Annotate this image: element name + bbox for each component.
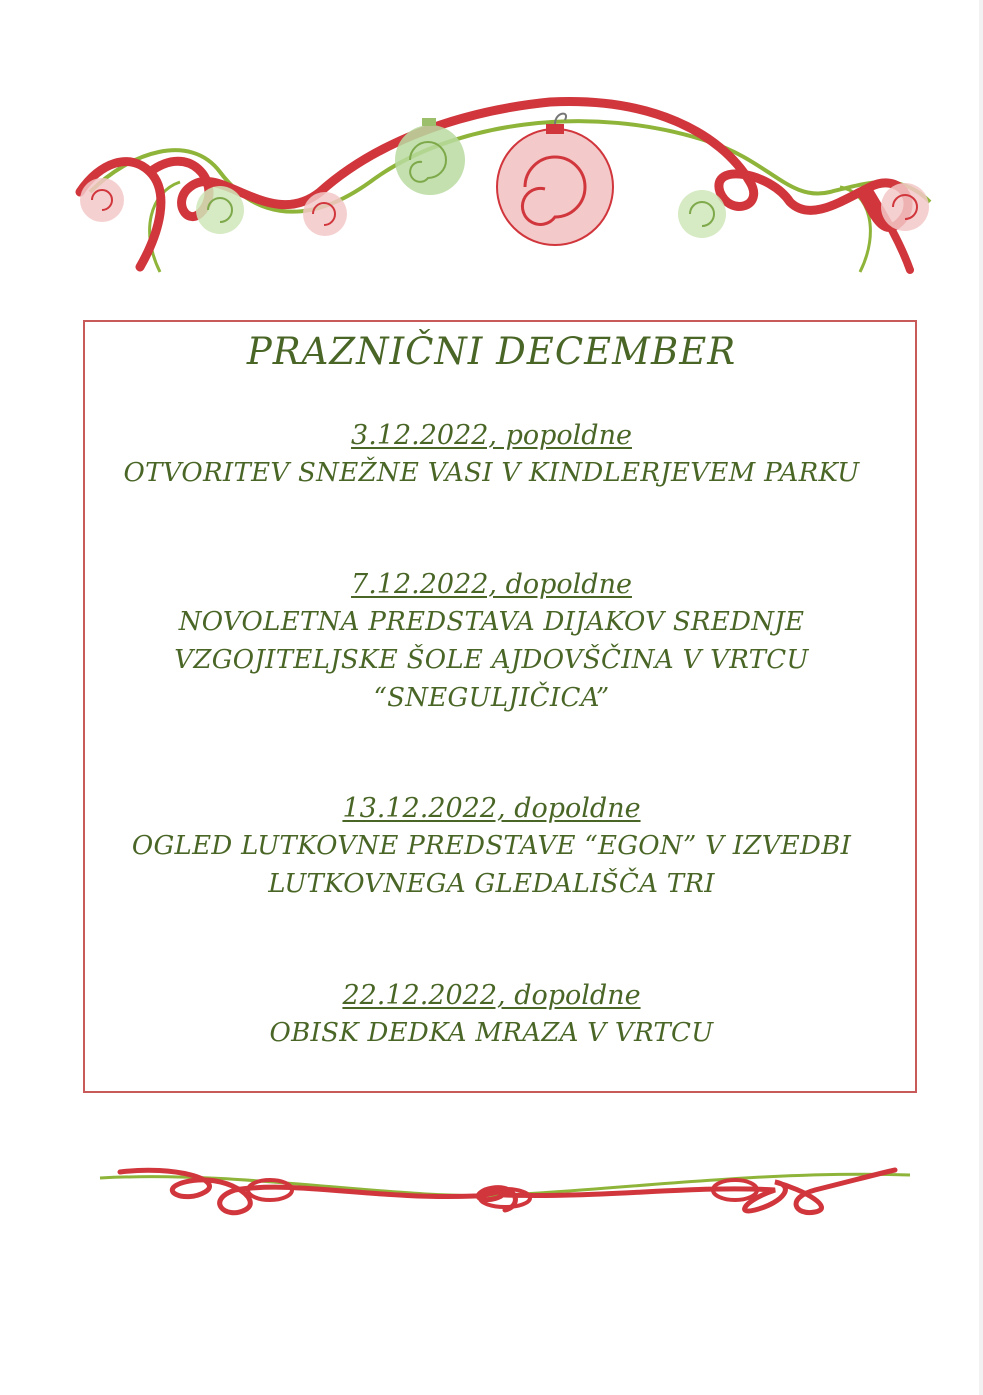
christmas-ornament-icon [196, 186, 244, 234]
event-description: NOVOLETNA PREDSTAVA DIJAKOV SREDNJE [178, 607, 805, 637]
page-title: PRAZNIČNI DECEMBER [246, 330, 737, 373]
christmas-ornament-icon [678, 190, 726, 238]
event-description: OTVORITEV SNEŽNE VASI V KINDLERJEVEM PARKU [123, 458, 860, 488]
event-4 [100, 978, 883, 1052]
christmas-ornament-icon [497, 114, 613, 245]
event-description: LUTKOVNEGA GLEDALIŠČA TRI [268, 869, 715, 899]
event-description: “SNEGULJIČICA” [373, 683, 610, 713]
bottom-ribbon-swirl-decoration [95, 1160, 915, 1230]
event-description: OGLED LUTKOVNE PREDSTAVE “EGON” V IZVEDBI [131, 831, 852, 861]
event-3 [100, 791, 883, 903]
event-description: OBISK DEDKA MRAZA V VRTCU [269, 1018, 714, 1048]
christmas-ornament-icon [881, 183, 929, 231]
event-1 [100, 418, 883, 492]
top-ribbon-ornaments-decoration [70, 92, 940, 282]
event-2 [100, 567, 883, 717]
event-date: 7.12.2022, dopoldne [351, 569, 632, 600]
christmas-ornament-icon [80, 178, 124, 222]
page-edge [979, 0, 983, 1395]
christmas-ornament-icon [395, 118, 465, 195]
event-date: 22.12.2022, dopoldne [342, 980, 641, 1011]
event-date: 3.12.2022, popoldne [351, 420, 632, 451]
event-date: 13.12.2022, dopoldne [342, 793, 641, 824]
christmas-ornament-icon [303, 192, 347, 236]
event-description: VZGOJITELJSKE ŠOLE AJDOVŠČINA V VRTCU [174, 645, 809, 675]
